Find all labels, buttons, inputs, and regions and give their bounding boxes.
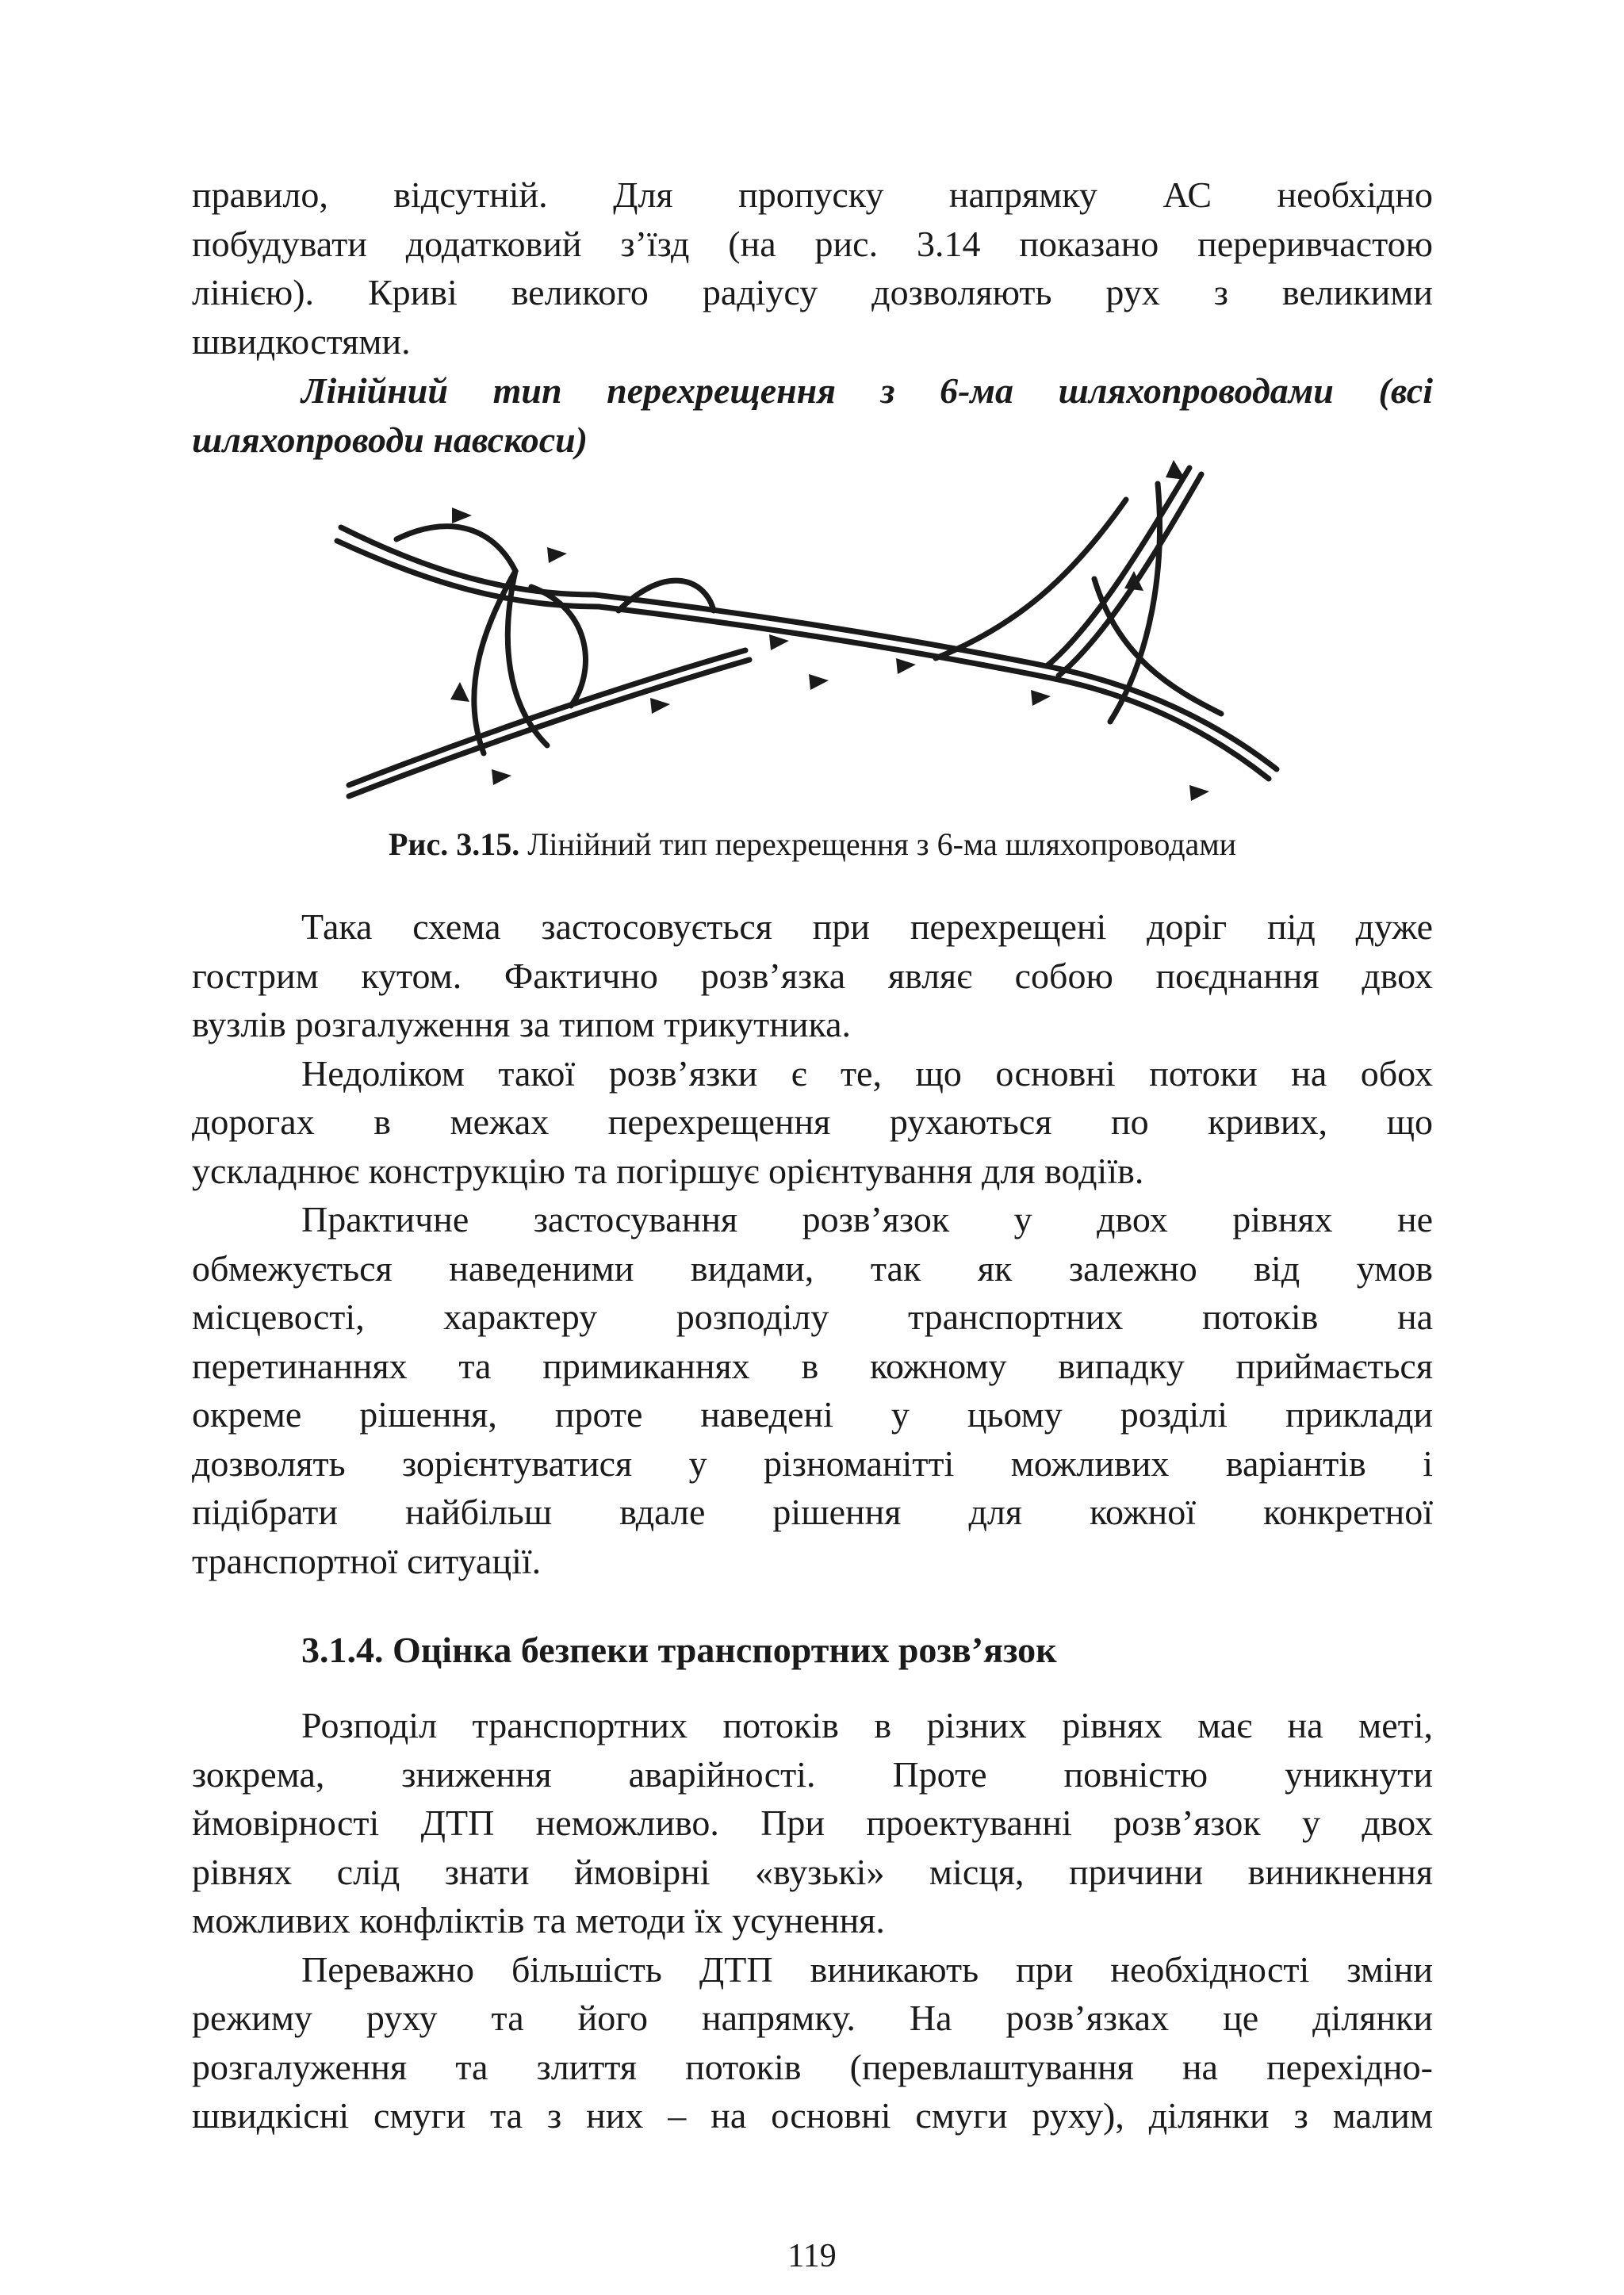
text-line: місцевості, характеру розподілу транспортних потоків на [192, 1297, 1433, 1337]
arrow-icon [1189, 785, 1209, 801]
text-line: вузлів розгалуження за типом трикутника. [192, 1004, 852, 1044]
text-line: Така схема застосовується при перехрещені доріг під дуже [301, 906, 1433, 947]
text-line: дозволять зорієнтуватися у різноманітті можливих варіантів і [192, 1443, 1433, 1484]
text-line: розгалуження та злиття потоків (перевлаштування на перехідно- [192, 2046, 1433, 2087]
text-line: швидкісні смуги та з них – на основні смуги руху), ділянки з малим [192, 2095, 1433, 2136]
text-line: Недоліком такої розв’язки є те, що основні потоки на обох [301, 1052, 1433, 1094]
text-line: можливих конфліктів та методи їх усунення. [192, 1900, 885, 1941]
arrow-icon [452, 508, 472, 523]
road-lower-left [349, 650, 745, 785]
paragraph [192, 1701, 1433, 1945]
paragraph [192, 902, 1433, 1049]
caption-text: Лінійний тип перехрещення з 6-ма шляхопроводами [519, 826, 1237, 862]
arrow-icon [547, 547, 567, 563]
page-number: 119 [787, 2238, 837, 2274]
subheading-line: шляхопроводи навскоси) [192, 419, 588, 460]
paragraph [192, 1049, 1433, 1196]
top-paragraph [192, 170, 1433, 366]
text-line: швидкостями. [192, 320, 411, 362]
text-line: режиму руху та його напрямку. На розв’язках це ділянки [192, 1998, 1433, 2038]
text-line: зокрема, зниження аварійності. Проте повністю уникнути [192, 1753, 1433, 1795]
section-title: 3.1.4. Оцінка безпеки транспортних розв’язок [301, 1630, 1057, 1670]
arrow-icon [650, 698, 670, 714]
paragraph [192, 1195, 1433, 1585]
text-line: правило, відсутній. Для пропуску напрямку АС необхідно [192, 174, 1433, 215]
text-line: транспортної ситуації. [192, 1540, 542, 1581]
section-paragraphs [192, 1701, 1433, 2140]
text-line: Переважно більшість ДТП виникають при необхідності зміни [301, 1948, 1433, 1990]
figure-subheading [192, 366, 1433, 464]
text-line: гострим кутом. Фактично розв’язка являє собою поєднання двох [192, 955, 1433, 996]
text-line: ймовірності ДТП неможливо. При проектуванні розв’язок у двох [192, 1803, 1433, 1843]
arrow-icon [769, 634, 789, 650]
subheading-line: Лінійний тип перехрещення з 6-ма шляхопроводами (всі [301, 370, 1433, 411]
interchange-diagram [333, 452, 1293, 809]
text-line: окреме рішення, проте наведені у цьому розділі приклади [192, 1394, 1433, 1435]
road-main-axis-2 [599, 607, 1269, 779]
road-lower-left-2 [349, 660, 749, 796]
arrow-icon [896, 658, 916, 674]
arrow-icon [1166, 460, 1185, 480]
road-upper-left-2 [337, 541, 599, 607]
arrow-icon [809, 674, 829, 690]
text-line: Розподіл транспортних потоків в різних рівнях має на меті, [301, 1705, 1433, 1745]
text-line: обмежується наведеними видами, так як залежно від умов [192, 1247, 1433, 1289]
text-line: перетинаннях та примиканнях в кожному випадку приймається [192, 1345, 1433, 1386]
paragraph [192, 1945, 1433, 2140]
body-paragraphs [192, 902, 1433, 1585]
arrow-icon [492, 769, 511, 785]
text-line: ускладнює конструкцію та погіршує орієнтування для водіїв. [192, 1150, 1144, 1191]
text-line: лінією). Криві великого радіусу дозволяють рух з великими [192, 272, 1433, 312]
arrow-icon [1031, 690, 1051, 706]
text-line: рівнях слід знати ймовірні «вузькі» місця, причини виникнення [192, 1851, 1433, 1892]
arrow-icon [450, 682, 469, 702]
caption-label: Рис. 3.15. [388, 826, 520, 862]
figure-caption [192, 825, 1433, 864]
text-line: дорогах в межах перехрещення рухаються по кривих, що [192, 1102, 1433, 1142]
text-line: підібрати найбільш вдале рішення для кожної конкретної [192, 1492, 1433, 1532]
text-line: побудувати додатковий з’їзд (на рис. 3.14 показано переривчастою [192, 223, 1433, 264]
text-line: Практичне застосування розв’язок у двох рівнях не [301, 1199, 1433, 1239]
